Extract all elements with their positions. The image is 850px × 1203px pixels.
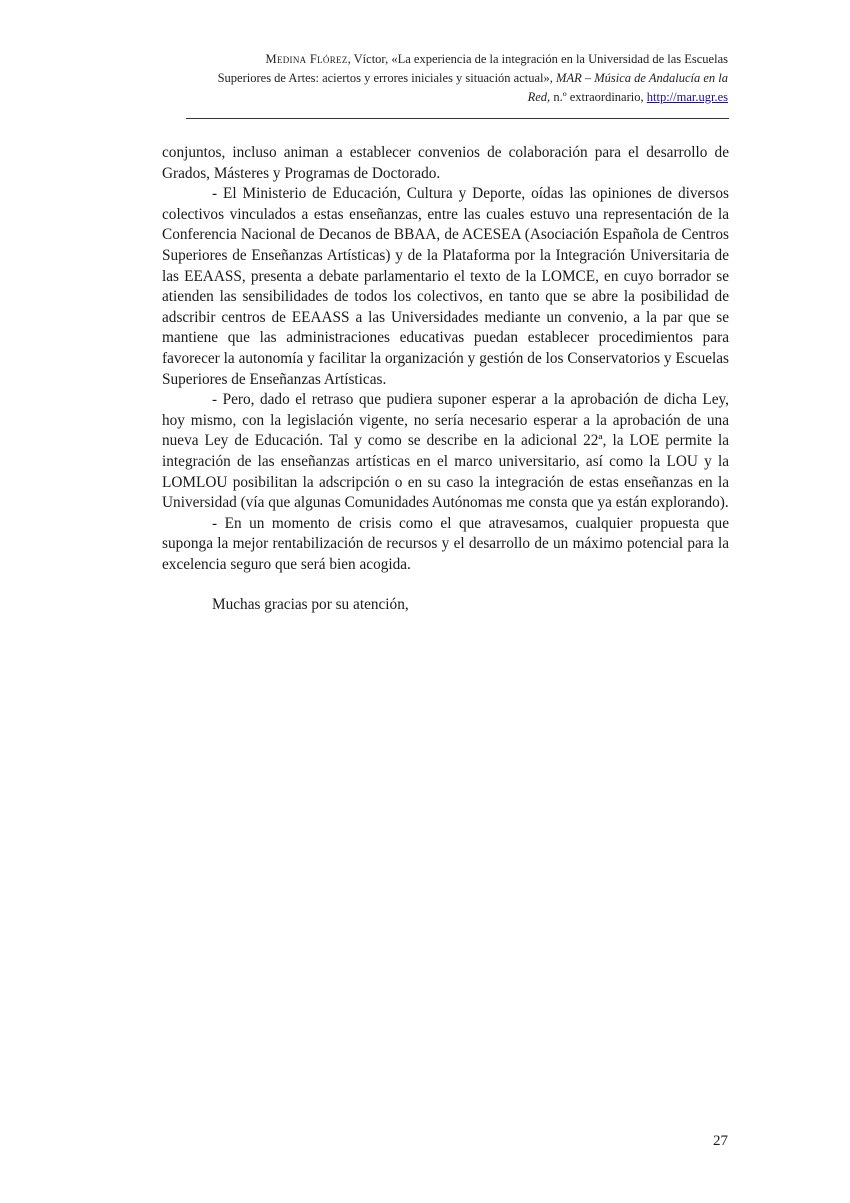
- paragraph-1: conjuntos, incluso animan a establecer convenios de colaboración para el desarrollo de Grados, Másteres y Programas de Doctorado.: [162, 144, 729, 182]
- page-number: 27: [713, 1133, 728, 1149]
- header-author-rest: , Víctor, «La experiencia de la integración en la Universidad de las Escuelas: [347, 52, 728, 66]
- body-text: [162, 143, 729, 616]
- paragraph-2: - El Ministerio de Educación, Cultura y Deporte, oídas las opiniones de diversos colectivos vinculados a estas enseñanzas, entre las cuales estuvo una representación de la Conferencia Nacional de Decanos de BBAA, de ACESEA (Asociación Española de Centros Superiores de Enseñanzas Artísticas) y de la Plataforma por la Integración Universitaria de las EEAASS, presenta a debate parlamentario el texto de la LOMCE, en cuyo borrador se atienden las sensibilidades de todos los colectivos, en tanto que se abre la posibilidad de adscribir centros de EEAASS a las Universidades mediante un convenio, a la par que se mantiene que las administraciones educativas puedan establecer procedimientos para favorecer la autonomía y facilitar la organización y gestión de los Conservatorios y Escuelas Superiores de Enseñanzas Artísticas.: [162, 185, 729, 388]
- closing-line: Muchas gracias por su atención,: [212, 596, 409, 614]
- header-author-surname: Medina Flórez: [265, 52, 348, 66]
- paragraph-4: - En un momento de crisis como el que atravesamos, cualquier propuesta que suponga la mejor rentabilización de recursos y el desarrollo de un máximo potencial para la excelencia seguro que será bien acogida.: [162, 514, 729, 573]
- header-journal: MAR – Música de Andalucía en la: [556, 71, 728, 85]
- running-header: [148, 50, 728, 107]
- header-title-end: Superiores de Artes: aciertos y errores iniciales y situación actual»,: [217, 71, 557, 85]
- header-rule: [186, 118, 729, 119]
- header-issue: n.º extraordinario,: [550, 90, 647, 104]
- header-journal-end: Red,: [527, 90, 551, 104]
- header-url-link[interactable]: http://mar.ugr.es: [646, 90, 728, 104]
- paragraph-3: - Pero, dado el retraso que pudiera suponer esperar a la aprobación de dicha Ley, hoy mismo, con la legislación vigente, no sería necesario esperar a la aprobación de una nueva Ley de Educación. Tal y como se describe en la adicional 22ª, la LOE permite la integración de las enseñanzas artísticas en el marco universitario, así como la LOU y la LOMLOU posibilitan la adscripción o en su caso la integración de estas enseñanzas en la Universidad (vía que algunas Comunidades Autónomas me consta que ya están explorando).: [162, 391, 729, 512]
